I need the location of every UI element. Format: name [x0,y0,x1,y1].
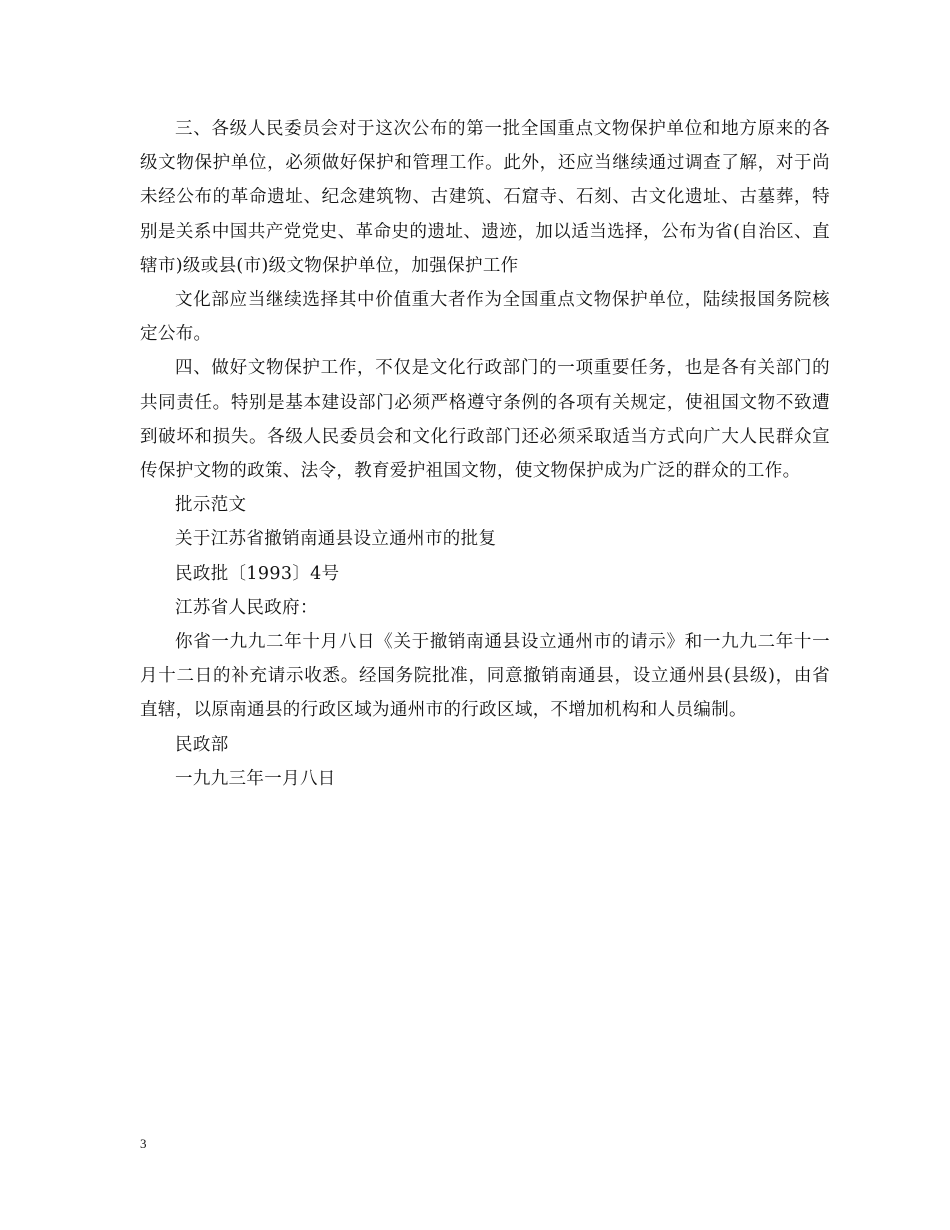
paragraph-shared-responsibility: 四、做好文物保护工作，不仅是文化行政部门的一项重要任务，也是各有关部门的共同责任。特别是基本建设部门必须严格遵守条例的各项有关规定，使祖国文物不致遭到破坏和损失。各级人民委员会和文化行政部门还必须采取适当方式向广大人民群众宣传保护文物的政策、法令，教育爱护祖国文物，使文物保护成为广泛的群众的工作。 [140,358,830,482]
document-body [140,112,830,796]
paragraph-protection-units: 三、各级人民委员会对于这次公布的第一批全国重点文物保护单位和地方原来的各级文物保护单位，必须做好保护和管理工作。此外，还应当继续通过调查了解，对于尚未经公布的革命遗址、纪念建筑物、古建筑、石窟寺、石刻、古文化遗址、古墓葬，特别是关系中国共产党党史、革命史的遗址、遗迹，加以适当选择，公布为省(自治区、直辖市)级或县(市)级文物保护单位，加强保护工作 [140,119,830,276]
paragraph-ministry-of-culture: 文化部应当继续选择其中价值重大者作为全国重点文物保护单位，陆续报国务院核定公布。 [140,290,830,345]
addressee: 江苏省人民政府： [175,597,318,618]
section-heading-sample-reply: 批示范文 [175,495,247,516]
issuing-authority: 民政部 [175,734,229,755]
document-number: 民政批〔1993〕4号 [175,563,340,584]
page-number: 3 [140,1136,147,1151]
issue-date: 一九九三年一月八日 [175,768,336,789]
reply-body: 你省一九九二年十月八日《关于撤销南通县设立通州市的请示》和一九九二年十一月十二日的补充请示收悉。经国务院批准，同意撤销南通县，设立通州县(县级)，由省直辖，以原南通县的行政区域为通州市的行政区域，不增加机构和人员编制。 [140,632,830,721]
reply-title: 关于江苏省撤销南通县设立通州市的批复 [175,529,497,550]
